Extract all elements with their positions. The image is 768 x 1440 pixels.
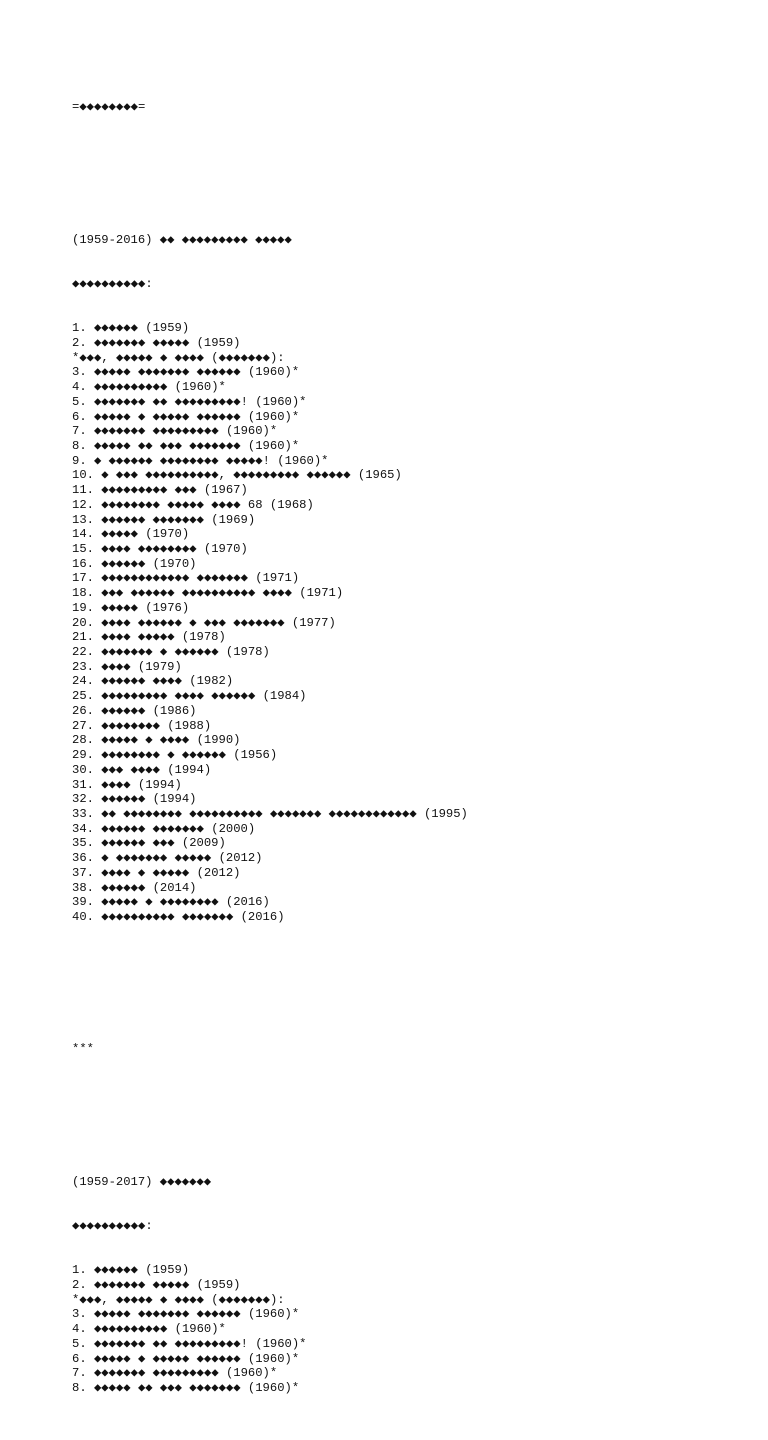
- list-item: 11. ◆◆◆◆◆◆◆◆◆ ◆◆◆ (1967): [72, 483, 248, 498]
- section-1-list: [72, 321, 752, 924]
- list-item: 1. ◆◆◆◆◆◆ (1959): [72, 321, 190, 336]
- list-item: 22. ◆◆◆◆◆◆◆ ◆ ◆◆◆◆◆◆ (1978): [72, 645, 270, 660]
- list-item: 4. ◆◆◆◆◆◆◆◆◆◆ (1960)*: [72, 380, 226, 395]
- document-header: =◆◆◆◆◆◆◆◆=: [72, 100, 146, 115]
- list-item: 3. ◆◆◆◆◆ ◆◆◆◆◆◆◆ ◆◆◆◆◆◆ (1960)*: [72, 1307, 300, 1322]
- list-item: 17. ◆◆◆◆◆◆◆◆◆◆◆◆ ◆◆◆◆◆◆◆ (1971): [72, 571, 300, 586]
- list-item: 6. ◆◆◆◆◆ ◆ ◆◆◆◆◆ ◆◆◆◆◆◆ (1960)*: [72, 1351, 300, 1366]
- list-item: 2. ◆◆◆◆◆◆◆ ◆◆◆◆◆ (1959): [72, 1277, 241, 1292]
- list-item: 12. ◆◆◆◆◆◆◆◆ ◆◆◆◆◆ ◆◆◆◆ 68 (1968): [72, 497, 314, 512]
- list-item: 32. ◆◆◆◆◆◆ (1994): [72, 792, 197, 807]
- list-item: 20. ◆◆◆◆ ◆◆◆◆◆◆ ◆ ◆◆◆ ◆◆◆◆◆◆◆ (1977): [72, 615, 336, 630]
- blank-line: [72, 998, 752, 1013]
- list-item: 4. ◆◆◆◆◆◆◆◆◆◆ (1960)*: [72, 1322, 226, 1337]
- list-item: 15. ◆◆◆◆ ◆◆◆◆◆◆◆◆ (1970): [72, 542, 248, 556]
- list-item: 9. ◆ ◆◆◆◆◆◆ ◆◆◆◆◆◆◆◆ ◆◆◆◆◆! (1960)*: [72, 453, 329, 468]
- list-item: 13. ◆◆◆◆◆◆ ◆◆◆◆◆◆◆ (1969): [72, 512, 256, 527]
- section-2-title: (1959-2017) ◆◆◆◆◆◆◆: [72, 1174, 212, 1189]
- list-item: 21. ◆◆◆◆ ◆◆◆◆◆ (1978): [72, 630, 226, 645]
- section-2-subtitle: ◆◆◆◆◆◆◆◆◆◆:: [72, 1219, 153, 1234]
- list-item: *◆◆◆, ◆◆◆◆◆ ◆ ◆◆◆◆ (◆◆◆◆◆◆◆):: [72, 1292, 285, 1307]
- section-separator: ***: [72, 1042, 94, 1057]
- list-item: 38. ◆◆◆◆◆◆ (2014): [72, 880, 197, 895]
- section-1-title: (1959-2016) ◆◆ ◆◆◆◆◆◆◆◆◆ ◆◆◆◆◆: [72, 232, 292, 247]
- list-item: 7. ◆◆◆◆◆◆◆ ◆◆◆◆◆◆◆◆◆ (1960)*: [72, 424, 278, 439]
- list-item: 36. ◆ ◆◆◆◆◆◆◆ ◆◆◆◆◆ (2012): [72, 851, 263, 866]
- section-1: [72, 203, 752, 954]
- section-1-subtitle: ◆◆◆◆◆◆◆◆◆◆:: [72, 277, 153, 292]
- section-2: [72, 1145, 752, 1425]
- list-item: 2. ◆◆◆◆◆◆◆ ◆◆◆◆◆ (1959): [72, 335, 241, 350]
- list-item: 23. ◆◆◆◆ (1979): [72, 659, 182, 674]
- list-item: 16. ◆◆◆◆◆◆ (1970): [72, 556, 197, 571]
- list-item: 1. ◆◆◆◆◆◆ (1959): [72, 1263, 190, 1278]
- list-item: 6. ◆◆◆◆◆ ◆ ◆◆◆◆◆ ◆◆◆◆◆◆ (1960)*: [72, 409, 300, 424]
- list-item: 19. ◆◆◆◆◆ (1976): [72, 600, 190, 615]
- list-item: 5. ◆◆◆◆◆◆◆ ◆◆ ◆◆◆◆◆◆◆◆◆! (1960)*: [72, 394, 307, 409]
- list-item: 33. ◆◆ ◆◆◆◆◆◆◆◆ ◆◆◆◆◆◆◆◆◆◆ ◆◆◆◆◆◆◆ ◆◆◆◆◆◆◆◆◆◆◆◆ (1995): [72, 806, 468, 821]
- list-item: 40. ◆◆◆◆◆◆◆◆◆◆ ◆◆◆◆◆◆◆ (2016): [72, 909, 285, 924]
- list-item: 14. ◆◆◆◆◆ (1970): [72, 527, 190, 542]
- list-item: 24. ◆◆◆◆◆◆ ◆◆◆◆ (1982): [72, 674, 234, 689]
- list-item: 26. ◆◆◆◆◆◆ (1986): [72, 703, 197, 718]
- list-item: 31. ◆◆◆◆ (1994): [72, 777, 182, 792]
- list-item: 39. ◆◆◆◆◆ ◆ ◆◆◆◆◆◆◆◆ (2016): [72, 895, 270, 910]
- list-item: 28. ◆◆◆◆◆ ◆ ◆◆◆◆ (1990): [72, 733, 241, 748]
- list-item: 8. ◆◆◆◆◆ ◆◆ ◆◆◆ ◆◆◆◆◆◆◆ (1960)*: [72, 438, 300, 453]
- list-item: 10. ◆ ◆◆◆ ◆◆◆◆◆◆◆◆◆◆, ◆◆◆◆◆◆◆◆◆ ◆◆◆◆◆◆ (1965): [72, 468, 402, 483]
- list-item: 25. ◆◆◆◆◆◆◆◆◆ ◆◆◆◆ ◆◆◆◆◆◆ (1984): [72, 689, 307, 704]
- document-body: [72, 71, 752, 1440]
- list-item: 18. ◆◆◆ ◆◆◆◆◆◆ ◆◆◆◆◆◆◆◆◆◆ ◆◆◆◆ (1971): [72, 586, 344, 601]
- list-item: 3. ◆◆◆◆◆ ◆◆◆◆◆◆◆ ◆◆◆◆◆◆ (1960)*: [72, 365, 300, 380]
- list-item: 35. ◆◆◆◆◆◆ ◆◆◆ (2009): [72, 836, 226, 851]
- list-item: 37. ◆◆◆◆ ◆ ◆◆◆◆◆ (2012): [72, 865, 241, 880]
- list-item: 5. ◆◆◆◆◆◆◆ ◆◆ ◆◆◆◆◆◆◆◆◆! (1960)*: [72, 1336, 307, 1351]
- list-item: 8. ◆◆◆◆◆ ◆◆ ◆◆◆ ◆◆◆◆◆◆◆ (1960)*: [72, 1380, 300, 1395]
- section-2-list: [72, 1263, 752, 1395]
- list-item: *◆◆◆, ◆◆◆◆◆ ◆ ◆◆◆◆ (◆◆◆◆◆◆◆):: [72, 350, 285, 365]
- blank-line: [72, 145, 752, 160]
- blank-line: [72, 1087, 752, 1102]
- list-item: 27. ◆◆◆◆◆◆◆◆ (1988): [72, 718, 212, 733]
- list-item: 7. ◆◆◆◆◆◆◆ ◆◆◆◆◆◆◆◆◆ (1960)*: [72, 1366, 278, 1381]
- list-item: 29. ◆◆◆◆◆◆◆◆ ◆ ◆◆◆◆◆◆ (1956): [72, 748, 278, 763]
- list-item: 34. ◆◆◆◆◆◆ ◆◆◆◆◆◆◆ (2000): [72, 821, 256, 836]
- list-item: 30. ◆◆◆ ◆◆◆◆ (1994): [72, 762, 212, 777]
